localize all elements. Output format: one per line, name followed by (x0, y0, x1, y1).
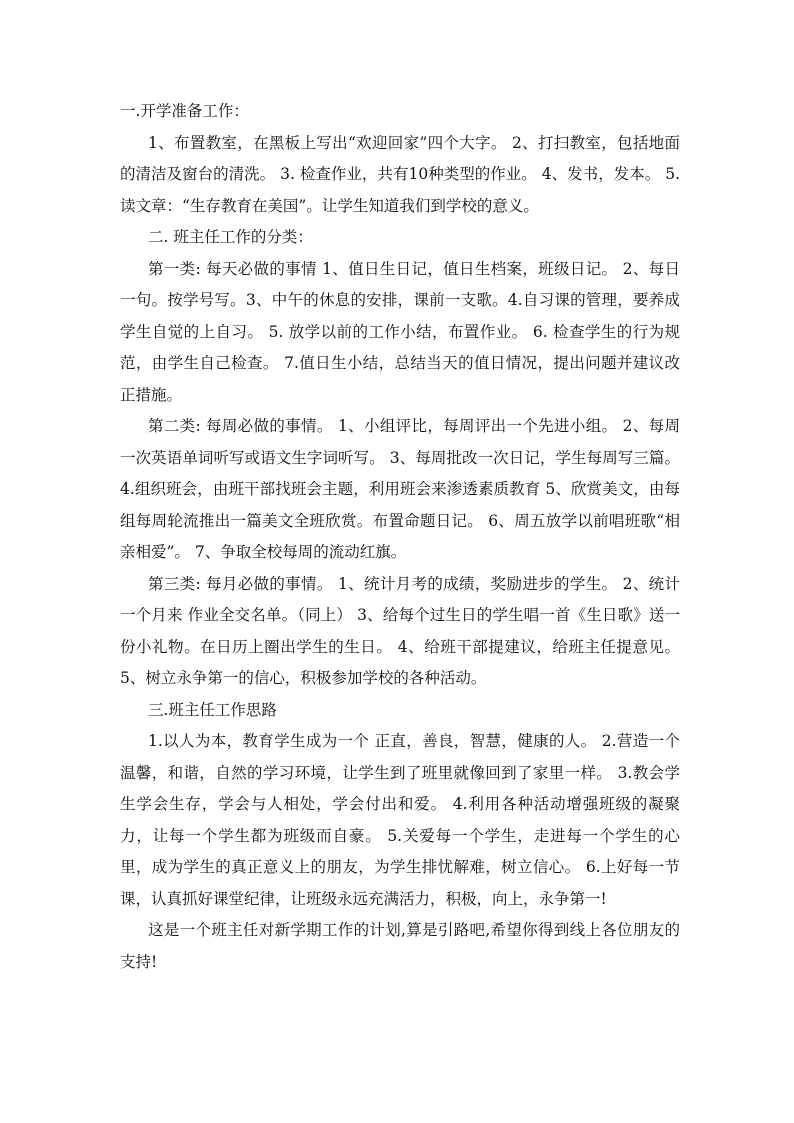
section2-monthly-tasks: 第三类: 每月必做的事情。 1、统计月考的成绩，奖励进步的学生。 2、统计一个月来 作业全交名单。（同上） 3、给每个过生日的学生唱一首《生日歌》送一份小礼物。在日历上圈出学生的生日。 4、给班干部提建议，给班主任提意见。 5、树立永争第一的信心，积极参加学校的各种活动。 (120, 574, 680, 687)
section1-heading: 一.开学准备工作： (120, 102, 249, 120)
section2-daily-tasks: 第一类: 每天必做的事情 1、值日生日记，值日生档案，班级日记。 2、每日一句。按学号写。3、中午的休息的安排，课前一支歌。4.自习课的管理，要养成学生自觉的上自习。 5. 放学以前的工作小结，布置作业。 6. 检查学生的行为规范，由学生自己检查。 7.值日生小结，总结当天的值日情况，提出问题并建议改正措施。 (120, 259, 680, 404)
closing-paragraph: 这是一个班主任对新学期工作的计划,算是引路吧,希望你得到线上各位朋友的支持! (120, 921, 680, 971)
section3-body: 1.以人为本，教育学生成为一个 正直，善良，智慧，健康的人。 2.营造一个温馨，和谐，自然的学习环境，让学生到了班里就像回到了家里一样。 3.教会学生学会生存，学会与人相处，学会付出和爱。 4.利用各种活动增强班级的凝聚力，让每一个学生都为班级而自豪。 5.关爱每一个学生，走进每一个学生的心里，成为学生的真正意义上的朋友，为学生排忧解难，树立信心。 6.上好每一节课，认真抓好课堂纪律，让班级永远充满活力，积极，向上，永争第一! (120, 732, 680, 908)
section1-body: 1、布置教室，在黑板上写出“欢迎回家”四个大字。 2、打扫教室，包括地面的清洁及窗台的清洗。 3. 检查作业，共有10种类型的作业。 4、发书，发本。 5. 读文章：“生存教育在美国”。让学生知道我们到学校的意义。 (120, 133, 680, 215)
section2-weekly-tasks: 第二类: 每周必做的事情。 1、小组评比，每周评出一个先进小组。 2、每周一次英语单词听写或语文生字词听写。 3、每周批改一次日记，学生每周写三篇。4.组织班会，由班干部找班会主题，利用班会来渗透素质教育 5、欣赏美文，由每组每周轮流推出一篇美文全班欣赏。布置命题日记。 6、周五放学以前唱班歌“相亲相爱”。 7、争取全校每周的流动红旗。 (120, 417, 680, 561)
section2-heading: 二. 班主任工作的分类： (148, 228, 313, 246)
document-body (120, 96, 680, 978)
section3-heading: 三.班主任工作思路 (148, 700, 277, 719)
